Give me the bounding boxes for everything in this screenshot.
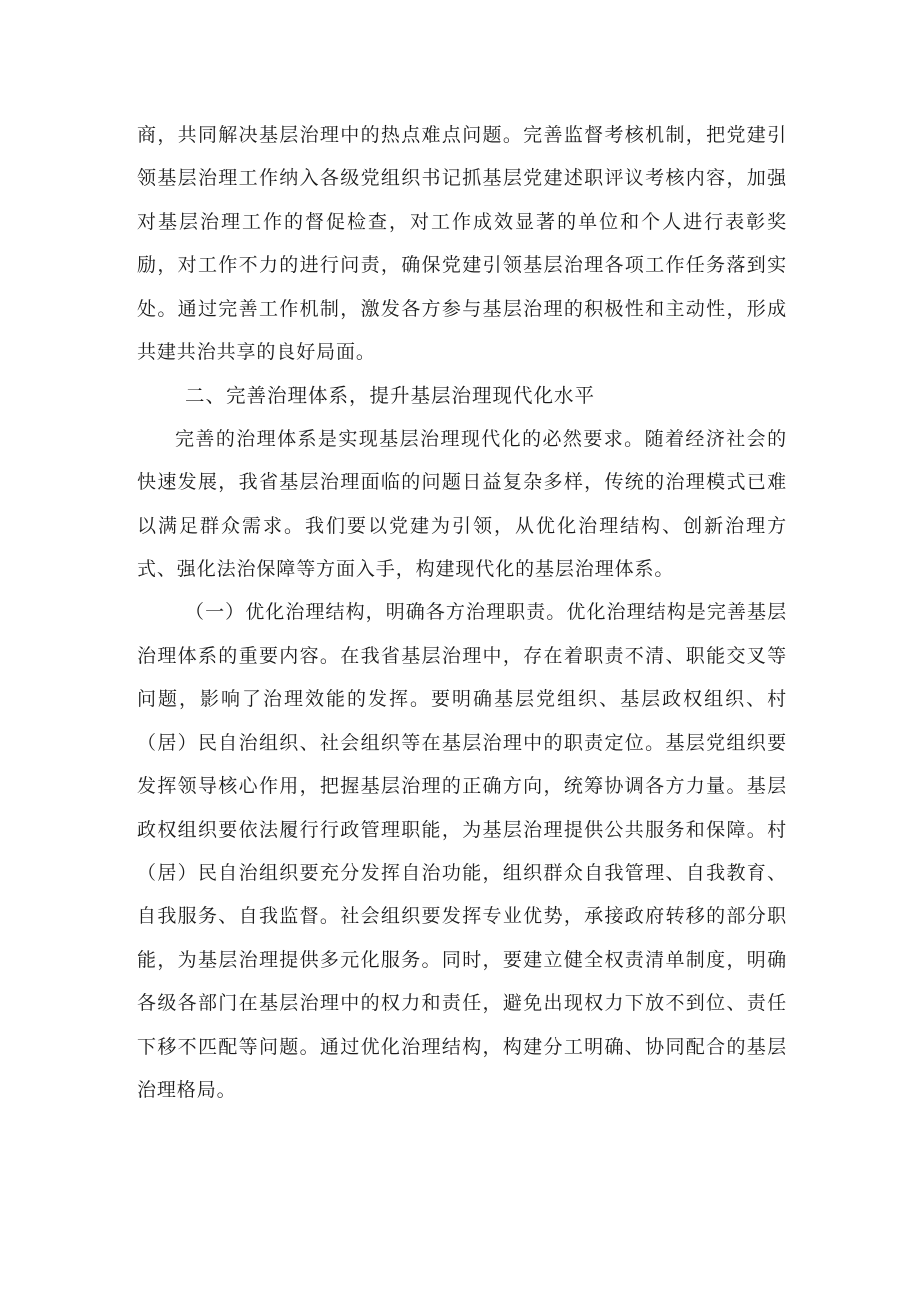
paragraph-subsection-1: （一）优化治理结构，明确各方治理职责。优化治理结构是完善基层治理体系的重要内容。在我省基层治理中，存在着职责不清、职能交叉等问题，影响了治理效能的发挥。要明确基层党组织、基层政权组织、村（居）民自治组织、社会组织等在基层治理中的职责定位。基层党组织要发挥领导核心作用，把握基层治理的正确方向，统筹协调各方力量。基层政权组织要依法履行行政管理职能，为基层治理提供公共服务和保障。村（居）民自治组织要充分发挥自治功能，组织群众自我管理、自我教育、自我服务、自我监督。社会组织要发挥专业优势，承接政府转移的部分职能，为基层治理提供多元化服务。同时，要建立健全权责清单制度，明确各级各部门在基层治理中的权力和责任，避免出现权力下放不到位、责任下移不匹配等问题。通过优化治理结构，构建分工明确、协同配合的基层治理格局。 [137, 601, 787, 1101]
section-heading: 二、完善治理体系，提升基层治理现代化水平 [185, 384, 596, 408]
paragraph-section-intro: 完善的治理体系是实现基层治理现代化的必然要求。随着经济社会的快速发展，我省基层治理面临的问题日益复杂多样，传统的治理模式已难以满足群众需求。我们要以党建为引领，从优化治理结构、创新治理方式、强化法治保障等方面入手，构建现代化的基层治理体系。 [137, 427, 787, 581]
paragraph-continuation: 商，共同解决基层治理中的热点难点问题。完善监督考核机制，把党建引领基层治理工作纳入各级党组织书记抓基层党建述职评议考核内容，加强对基层治理工作的督促检查，对工作成效显著的单位和个人进行表彰奖励，对工作不力的进行问责，确保党建引领基层治理各项工作任务落到实处。通过完善工作机制，激发各方参与基层治理的积极性和主动性，形成共建共治共享的良好局面。 [137, 124, 787, 364]
document-body [137, 114, 787, 1112]
